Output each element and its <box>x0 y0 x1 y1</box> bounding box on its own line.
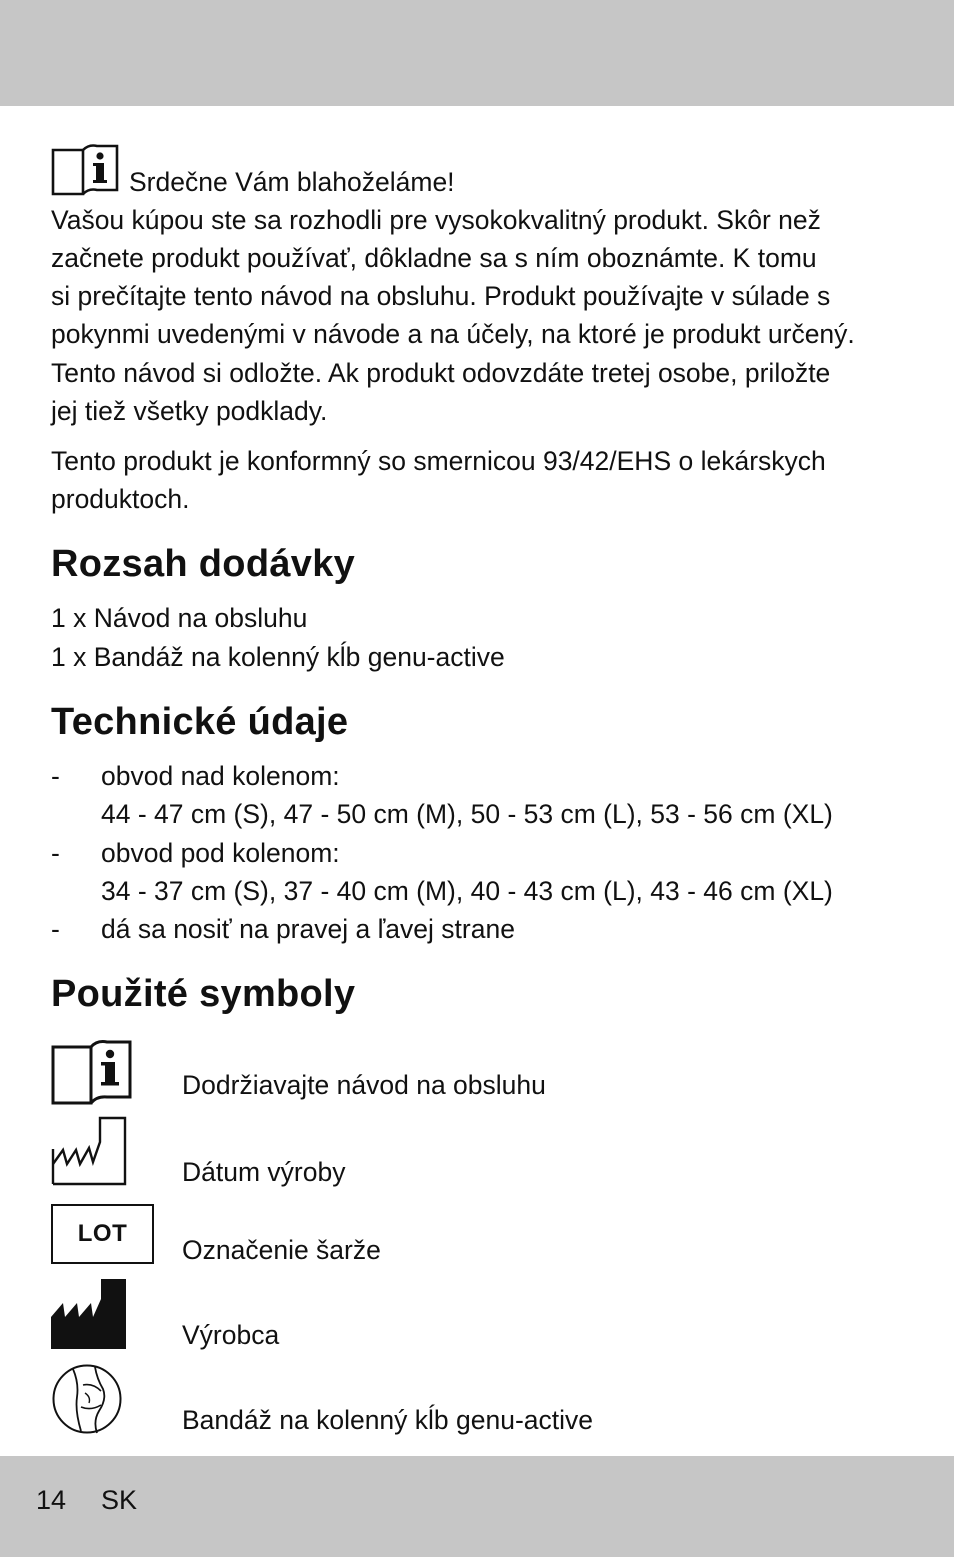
symbol-label: Výrobca <box>182 1320 280 1350</box>
page-number: 14 <box>36 1485 67 1515</box>
conformity-line: Tento produkt je konformný so smernicou 93/42/EHS o lekárskych <box>51 446 826 476</box>
delivery-item: 1 x Bandáž na kolenný kĺb genu-active <box>51 642 505 672</box>
manufacture-date-icon <box>51 1116 127 1186</box>
manual-info-icon <box>51 144 121 198</box>
list-dash: - <box>51 761 60 791</box>
tech-item-detail: 34 - 37 cm (S), 37 - 40 cm (M), 40 - 43 cm (L), 43 - 46 cm (XL) <box>101 876 833 906</box>
symbol-label: Označenie šarže <box>182 1235 381 1265</box>
delivery-heading: Rozsah dodávky <box>51 543 356 585</box>
intro-line: jej tiež všetky podklady. <box>51 396 328 426</box>
intro-greeting: Srdečne Vám blahoželáme! <box>129 167 455 197</box>
symbols-heading: Použité symboly <box>51 973 356 1015</box>
lot-icon-text: LOT <box>77 1220 128 1247</box>
intro-line: Vašou kúpou ste sa rozhodli pre vysokokvalitný produkt. Skôr než <box>51 205 821 235</box>
symbol-label: Dodržiavajte návod na obsluhu <box>182 1070 546 1100</box>
list-dash: - <box>51 838 60 868</box>
tech-item-label: obvod pod kolenom: <box>101 838 340 868</box>
list-dash: - <box>51 914 60 944</box>
lot-icon <box>51 1204 154 1264</box>
intro-line: pokynmi uvedenými v návode a na účely, na ktoré je produkt určený. <box>51 319 855 349</box>
tech-item-label: obvod nad kolenom: <box>101 761 340 791</box>
intro-line: Tento návod si odložte. Ak produkt odovzdáte tretej osobe, priložte <box>51 358 831 388</box>
symbol-label: Bandáž na kolenný kĺb genu-active <box>182 1405 594 1435</box>
knee-bandage-icon <box>51 1363 123 1435</box>
delivery-item: 1 x Návod na obsluhu <box>51 603 308 633</box>
conformity-line: produktoch. <box>51 484 190 514</box>
intro-line: začnete produkt používať, dôkladne sa s ním oboznámte. K tomu <box>51 243 817 273</box>
tech-item-label: dá sa nosiť na pravej a ľavej strane <box>101 914 515 944</box>
manual-info-icon <box>51 1039 133 1107</box>
technical-heading: Technické údaje <box>51 701 349 743</box>
header-band <box>0 0 954 106</box>
intro-line: si prečítajte tento návod na obsluhu. Produkt používajte v súlade s <box>51 281 831 311</box>
symbol-label: Dátum výroby <box>182 1157 346 1187</box>
language-code: SK <box>101 1485 138 1515</box>
tech-item-detail: 44 - 47 cm (S), 47 - 50 cm (M), 50 - 53 cm (L), 53 - 56 cm (XL) <box>101 799 833 829</box>
footer-band <box>0 1456 954 1557</box>
manufacturer-icon <box>51 1279 127 1349</box>
